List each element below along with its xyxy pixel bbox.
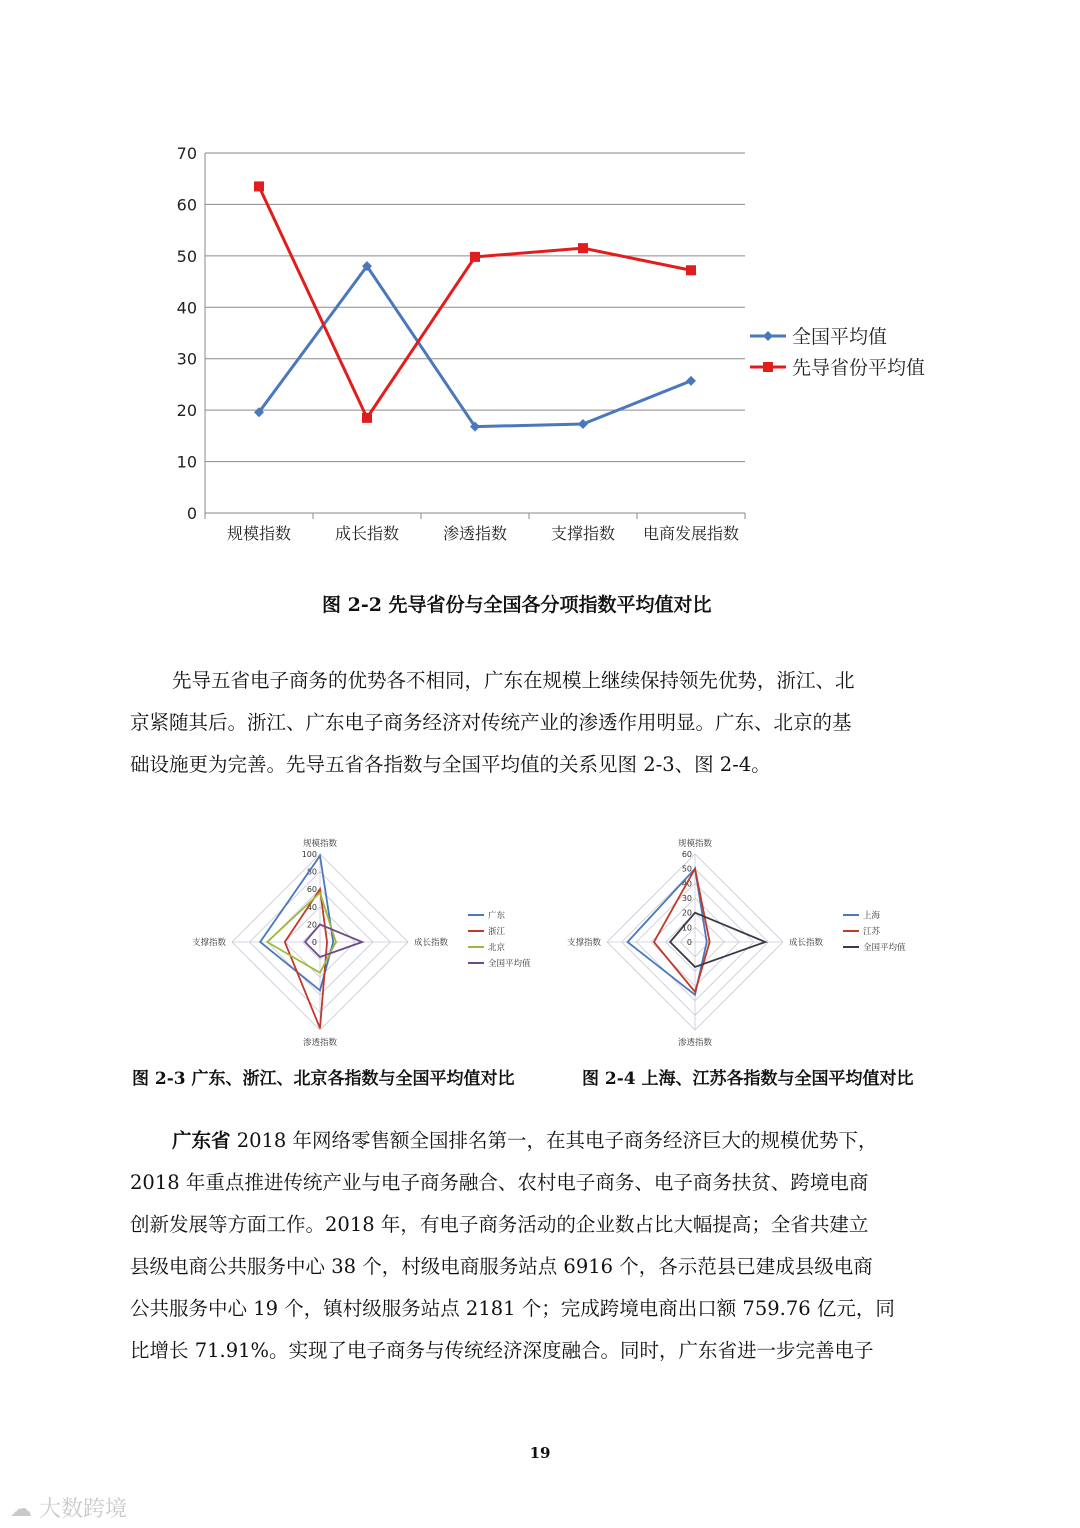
watermark xyxy=(10,1492,127,1523)
y-tick-label: 0 xyxy=(186,504,197,523)
legend-marker xyxy=(763,331,773,341)
y-tick-label: 70 xyxy=(176,144,197,163)
radar-tick-label: 50 xyxy=(681,864,692,874)
data-point xyxy=(470,252,480,262)
data-point xyxy=(254,181,264,191)
data-point xyxy=(686,265,696,275)
radar-chart-fig-2-4 xyxy=(555,830,935,1050)
paragraph-line: 公共服务中心 19 个，镇村级服务站点 2181 个；完成跨境电商出口额 759.76 亿元，同 xyxy=(130,1297,895,1320)
radar-axis-label: 成长指数 xyxy=(789,938,824,948)
legend-label: 全国平均值 xyxy=(792,326,888,348)
paragraph-line: 创新发展等方面工作。2018 年，有电子商务活动的企业数占比大幅提高；全省共建立 xyxy=(130,1213,869,1236)
radar-tick-label: 20 xyxy=(306,920,317,930)
data-point xyxy=(578,243,588,253)
radar-axis-label: 成长指数 xyxy=(414,938,449,948)
x-tick-label: 电商发展指数 xyxy=(642,524,740,543)
y-tick-label: 20 xyxy=(176,401,197,421)
radar-legend-label: 浙江 xyxy=(488,927,506,937)
paragraph-guangdong xyxy=(130,1120,950,1372)
radar-axis-label: 规模指数 xyxy=(302,839,338,849)
radar-tick-label: 40 xyxy=(306,902,317,912)
data-point xyxy=(578,419,588,429)
data-point xyxy=(686,376,696,386)
data-point xyxy=(362,413,372,423)
legend-marker xyxy=(763,362,773,372)
y-tick-label: 30 xyxy=(176,349,197,369)
radar-tick-label: 20 xyxy=(681,908,692,918)
bold-lead: 广东省 xyxy=(172,1129,231,1152)
paragraph-line: 京紧随其后。浙江、广东电子商务经济对传统产业的渗透作用明显。广东、北京的基 xyxy=(130,711,852,734)
y-tick-label: 60 xyxy=(176,195,197,215)
radar-axis-label: 规模指数 xyxy=(677,839,713,849)
radar-axis-label: 渗透指数 xyxy=(302,1038,338,1048)
radar-legend-label: 江苏 xyxy=(863,927,881,937)
radar-axis-label: 支撑指数 xyxy=(191,938,226,948)
line-chart-fig-2-2 xyxy=(160,130,960,560)
paragraph-line: 2018 年重点推进传统产业与电子商务融合、农村电子商务、电子商务扶贫、跨境电商 xyxy=(130,1171,869,1194)
radar-legend-label: 北京 xyxy=(488,943,506,953)
paragraph-line: 县级电商公共服务中心 38 个，村级电商服务站点 6916 个，各示范县已建成县级电商 xyxy=(130,1255,873,1278)
radar-legend-label: 上海 xyxy=(863,911,881,921)
watermark-logo-icon: ☁ xyxy=(10,1497,32,1522)
radar-tick-label: 30 xyxy=(681,894,692,903)
first-line-text: 2018 年网络零售额全国排名第一，在其电子商务经济巨大的规模优势下， xyxy=(230,1129,878,1152)
paragraph-line: 比增长 71.91%。实现了电子商务与传统经济深度融合。同时，广东省进一步完善电子 xyxy=(130,1339,874,1362)
radar-legend-label: 广东 xyxy=(488,911,506,921)
radar-tick-label: 80 xyxy=(306,867,317,877)
radar-legend-label: 全国平均值 xyxy=(488,959,531,969)
radar-legend-label: 全国平均值 xyxy=(863,943,906,953)
radar-tick-label: 0 xyxy=(686,938,692,947)
x-tick-label: 支撑指数 xyxy=(550,524,616,543)
figure-caption-2-3: 图 2-3 广东、浙江、北京各指数与全国平均值对比 xyxy=(132,1069,515,1089)
x-tick-label: 成长指数 xyxy=(334,524,400,543)
y-tick-label: 40 xyxy=(176,298,197,318)
radar-axis-label: 支撑指数 xyxy=(566,938,601,948)
radar-tick-label: 100 xyxy=(301,850,317,859)
radar-tick-label: 60 xyxy=(306,885,317,895)
x-tick-label: 规模指数 xyxy=(226,524,292,543)
radar-tick-label: 10 xyxy=(681,923,692,933)
figure-caption-2-2: 图 2-2 先导省份与全国各分项指数平均值对比 xyxy=(322,594,712,616)
legend-label: 先导省份平均值 xyxy=(792,357,926,379)
watermark-text: 大数跨境 xyxy=(39,1497,128,1522)
y-tick-label: 50 xyxy=(176,246,197,266)
radar-axis-label: 渗透指数 xyxy=(677,1038,713,1048)
radar-tick-label: 60 xyxy=(681,850,692,859)
series-line xyxy=(259,266,691,426)
x-tick-label: 渗透指数 xyxy=(442,524,508,543)
page-number: 19 xyxy=(529,1444,551,1462)
paragraph-line: 先导五省电子商务的优势各不相同，广东在规模上继续保持领先优势，浙江、北 xyxy=(172,669,855,692)
figure-caption-2-4: 图 2-4 上海、江苏各指数与全国平均值对比 xyxy=(582,1069,914,1089)
radar-tick-label: 40 xyxy=(681,879,692,889)
paragraph-intro xyxy=(130,660,950,786)
radar-tick-label: 0 xyxy=(311,938,317,947)
paragraph-line xyxy=(130,1120,950,1162)
paragraph-line: 础设施更为完善。先导五省各指数与全国平均值的关系见图 2-3、图 2-4。 xyxy=(130,753,771,776)
series-line xyxy=(259,186,691,417)
y-tick-label: 10 xyxy=(176,452,197,472)
radar-chart-fig-2-3 xyxy=(180,830,560,1050)
